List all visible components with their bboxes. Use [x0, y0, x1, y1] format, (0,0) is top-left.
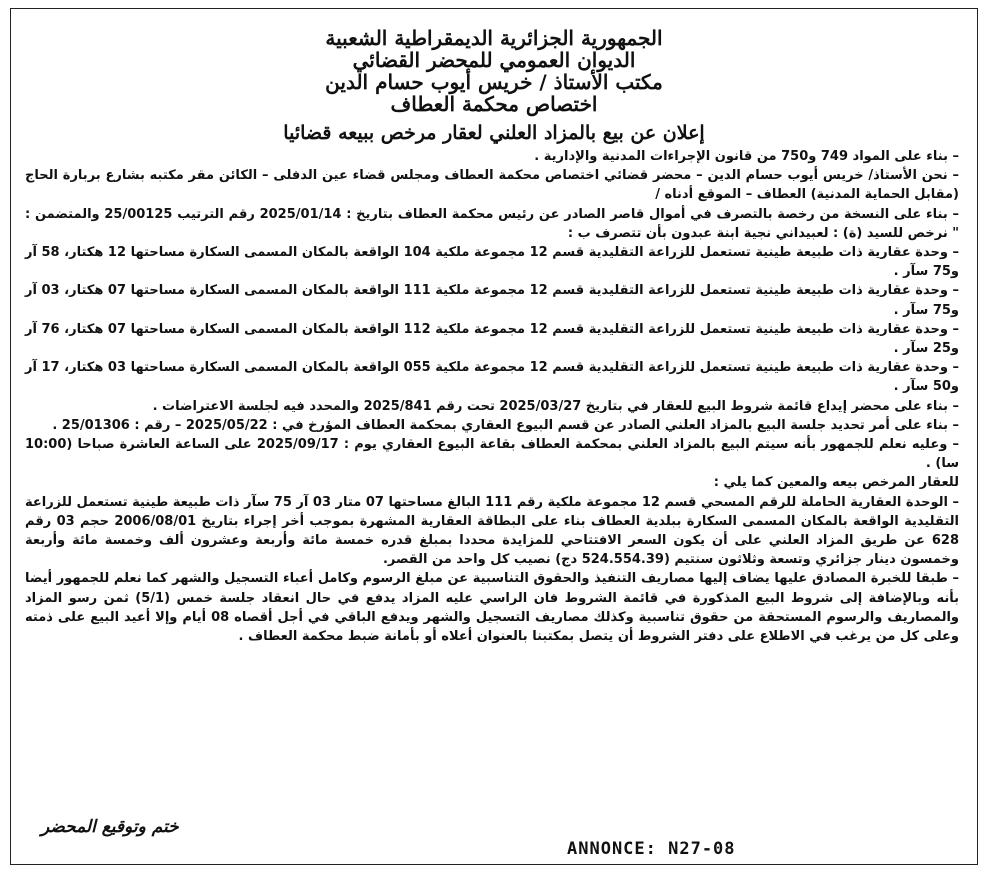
header-jurisdiction: اختصاص محكمة العطاف — [390, 92, 598, 116]
paragraph-unit-112: – وحدة عقارية ذات طبيعة طينية تستعمل للزراعة التقليدية قسم 12 مجموعة ملكية 112 الواقعة بالمكان المسمى السكارة مساحتها 07 هكتار، 76 آر و25 سآر . — [25, 321, 959, 357]
paragraph-license: – بناء على النسخة من رخصة بالتصرف في أموال قاصر الصادر عن رئيس محكمة العطاف بتاريخ : 2025/01/14 رقم الترتيب 25/00125 والمتضمن : " نرخص للسيد (ة) : لعبيداني نجية ابنة عبدون بأن تتصرف ب : — [25, 206, 959, 241]
paragraph-conditions: – طبقا للخبرة المصادق عليها يضاف إليها مصاريف التنفيذ والحقوق التناسبية عن مبلغ الرسوم وكامل أعباء التسجيل والشهر كما نعلم للجمهور أيضا بأنه وبالإضافة إلى شروط البيع المذكورة في قائمة الشروط فان الراسي عليه المزاد يدفع في حال انعقاد جلسة خمس (5/1) ثمن رسو المزاد والمصاريف والرسوم المستحقة من حقوق تناسبية وكذلك مصاريف التسجيل والشهر ويدفع الباقي في أجل أقصاه 08 أيام وإلا أعيد البيع على ذمته وعلى كل من يرغب في الاطلاع على دفتر الشروط أن يتصل بمكتبنا بالعنوان أعلاه أو بأمانة ضبط محكمة العطاف . — [25, 571, 959, 645]
header-republic: الجمهورية الجزائرية الديمقراطية الشعبية — [325, 26, 663, 50]
paragraph-sale-date: – وعليه نعلم للجمهور بأنه سيتم البيع بالمزاد العلني بمحكمة العطاف بقاعة البيوع العقاري يوم : 2025/09/17 على الساعة العاشرة صباحا (10:00 سا) . — [25, 437, 959, 472]
legal-notice-page — [10, 8, 978, 865]
header-bailiff: مكتب الأستاذ / خريس أيوب حسام الدين — [325, 70, 663, 94]
paragraph-session-order: – بناء على أمر تحديد جلسة البيع بالمزاد العلني الصادر عن قسم البيوع العقاري بمحكمة العطاف المؤرخ في : 2025/05/22 – رقم : 25/01306 . — [52, 417, 959, 433]
paragraph-unit-104: – وحدة عقارية ذات طبيعة طينية تستعمل للزراعة التقليدية قسم 12 مجموعة ملكية 104 الواقعة بالمكان المسمى السكارة مساحتها 12 هكتار، 58 آر و75 سآر . — [25, 245, 959, 280]
paragraph-deposit: – بناء على محضر إيداع قائمة شروط البيع للعقار في بتاريخ 2025/03/27 تحت رقم 2025/841 والمحدد فيه لجلسة الاعتراضات . — [152, 398, 959, 414]
paragraph-property-intro: للعقار المرخص بيعه والمعين كما يلي : — [713, 475, 959, 491]
paragraph-property-details: – الوحدة العقارية الحاملة للرقم المسحي قسم 12 مجموعة ملكية رقم 111 البالغ مساحتها 07 متار 03 آر 75 سآر ذات طبيعة طينية تستعمل للزراعة التقليدية الواقعة بالمكان المسمى السكارة ببلدية العطاف بناء على البطاقة العقارية المشهرة بموجب أخر إجراء بتاريخ 2006/08/01 حجم 03 رقم 628 عن طريق المزاد العلني على أن يكون السعر الافتتاحي للمزايدة محددا بمبلغ قدره خمسة مائة وأربعة وعشرون ألف وخمسة مائة وأربعة وخمسون دينار جزائري وتسعة وثلاثون سنتيم (524.554.39 دج) نصيب كل واحد من القصر. — [25, 494, 959, 568]
notice-header — [11, 27, 977, 115]
annonce-number: ANNONCE: N27-08 — [567, 839, 736, 859]
paragraph-unit-111: – وحدة عقارية ذات طبيعة طينية تستعمل للزراعة التقليدية قسم 12 مجموعة ملكية 111 الواقعة بالمكان المسمى السكارة مساحتها 07 هكتار، 03 آر و75 سآر . — [25, 283, 959, 318]
header-office: الديوان العمومي للمحضر القضائي — [352, 48, 636, 72]
paragraph-unit-055: – وحدة عقارية ذات طبيعة طينية تستعمل للزراعة التقليدية قسم 12 مجموعة ملكية 055 الواقعة بالمكان المسمى السكارة مساحتها 03 هكتار، 17 آر و50 سآر . — [25, 360, 959, 395]
paragraph-legal-basis: – بناء على المواد 749 و750 من قانون الإجراءات المدنية والإدارية . — [534, 149, 959, 164]
signature-label: ختم وتوقيع المحضر — [41, 817, 179, 837]
notice-title: إعلان عن بيع بالمزاد العلني لعقار مرخص ببيعه قضائيا — [283, 122, 705, 144]
paragraph-bailiff: – نحن الأستاذ/ خريس أيوب حسام الدين – محضر قضائي اختصاص محكمة العطاف ومجلس قضاء عين الدفلى – الكائن مقر مكتبه بشارع بربارة الحاج (مقابل الحماية المدنية) العطاف – الموقع أدناه / — [25, 168, 959, 203]
notice-body — [11, 145, 977, 646]
